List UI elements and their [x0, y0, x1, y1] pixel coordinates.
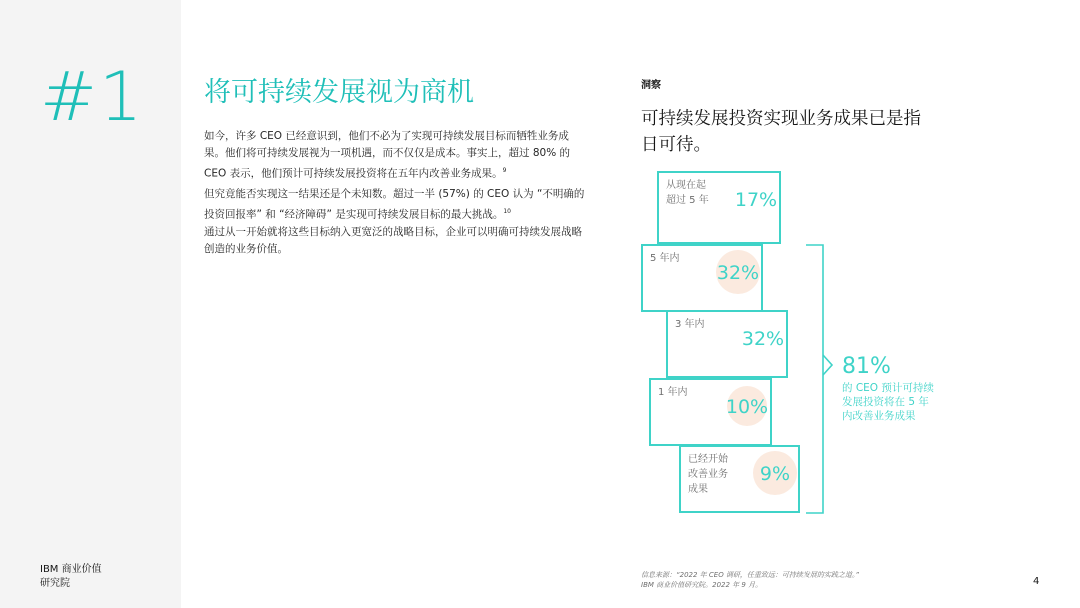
org-name-line-1: IBM 商业价值 — [40, 564, 102, 575]
chart-category-label: 改善业务 — [688, 469, 728, 480]
footnote-ref-10: 10 — [503, 208, 511, 215]
bracket-total: 81% — [842, 354, 891, 379]
footnote-ref-9: 9 — [502, 167, 507, 174]
bracket-pointer — [823, 355, 832, 375]
org-name-line-2: 研究院 — [40, 578, 70, 589]
body-paragraph-2 — [204, 186, 588, 258]
bracket-description: 发展投资将在 5 年 — [842, 396, 929, 408]
chart-value-label: 32% — [741, 328, 785, 350]
org-name — [40, 563, 102, 591]
chart-category-label: 3 年内 — [675, 319, 705, 330]
chart-bar-4 — [650, 379, 771, 445]
body-paragraph-1 — [204, 128, 588, 183]
sidebar — [0, 0, 181, 608]
chart-category-label: 超过 5 年 — [666, 195, 709, 206]
body-paragraph-1-text: 如今，许多 CEO 已经意识到，他们不必为了实现可持续发展目标而牺牲业务成果。他们将可持续发展视为一项机遇，而不仅仅是成本。事实上，超过 80% 的 CEO 表示，他们预计可持续发展投资将在五年内改善业务成果。 — [204, 130, 571, 180]
chart-bar-1 — [658, 172, 780, 243]
bracket-line — [806, 245, 823, 513]
chart-category-label: 成果 — [688, 484, 708, 495]
body-paragraph-2-text-a: 但究竟能否实现这一结果还是个未知数。超过一半 (57%) 的 CEO 认为 “不明确的投资回报率” 和 “经济障碍” 是实现可持续发展目标的最大挑战。 — [204, 188, 585, 221]
page-title: 将可持续发展视为商机 — [204, 77, 474, 108]
chart-bar-2 — [642, 245, 762, 311]
source-note — [641, 570, 859, 590]
chart-value-label: 9% — [759, 463, 791, 485]
source-note-line-2: IBM 商业价值研究院。2022 年 9 月。 — [641, 581, 763, 589]
source-note-line-1: 信息来源：“2022 年 CEO 调研，任重致远：可持续发展的实践之道。” — [641, 571, 860, 579]
chart-category-label: 5 年内 — [650, 253, 680, 264]
insight-label: 洞察 — [641, 80, 661, 91]
bracket-description: 内改善业务成果 — [842, 410, 916, 422]
chart-bar-3 — [667, 311, 787, 377]
chart-value-label: 17% — [734, 189, 778, 211]
page-number: 4 — [1033, 576, 1040, 587]
chart-value-label: 10% — [725, 396, 769, 418]
chart-value-label: 32% — [716, 262, 760, 284]
chart-category-label: 已经开始 — [688, 454, 728, 465]
body-paragraph-2-text-b: 通过从一开始就将这些目标纳入更宽泛的战略目标，企业可以明确可持续发展战略创造的业务价值。 — [204, 225, 582, 255]
chart-category-label: 1 年内 — [658, 387, 688, 398]
bracket-description: 的 CEO 预计可持续 — [842, 382, 934, 394]
chart-category-label: 从现在起 — [666, 180, 706, 191]
insight-heading: 可持续发展投资实现业务成果已是指日可待。 — [641, 109, 921, 155]
chart-bar-5 — [680, 446, 799, 512]
section-number: #1 — [40, 58, 145, 137]
timeline-bar-chart — [630, 170, 950, 520]
